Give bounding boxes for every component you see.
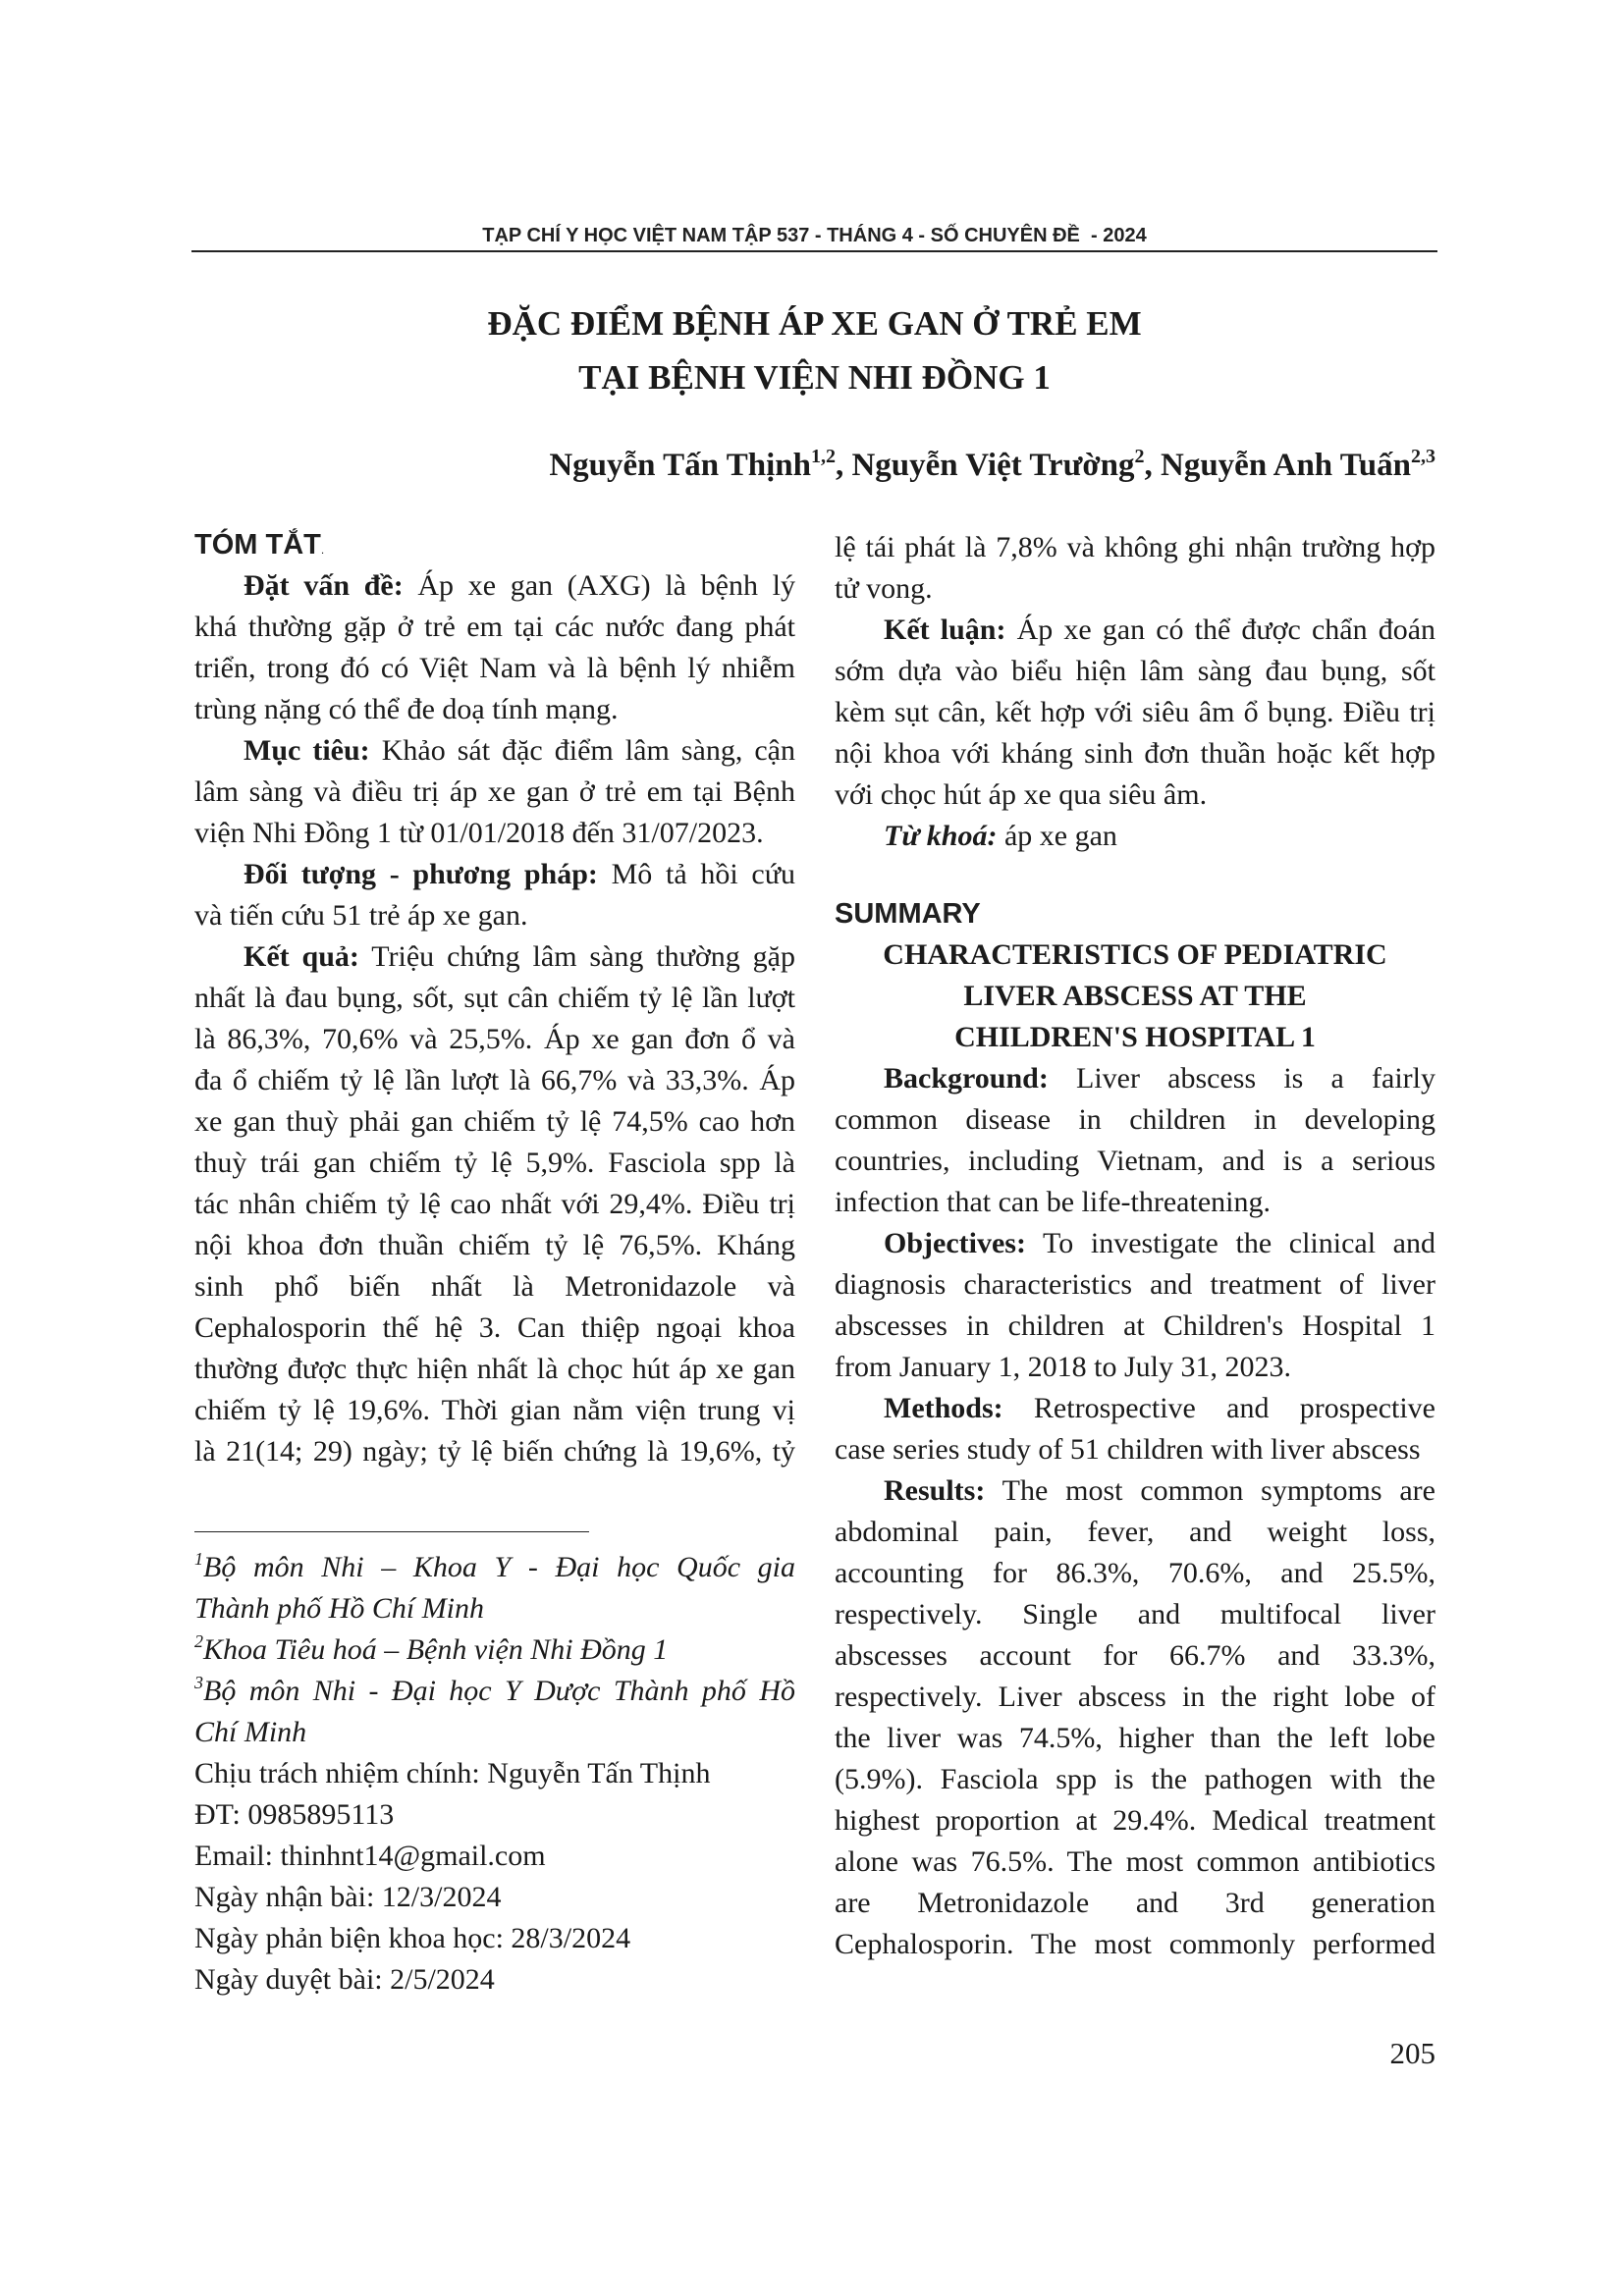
abstract-vi-results-continued-line [835,527,1435,568]
line-text: Khảo sát đặc điểm lâm sàng, cận [381,734,795,767]
affiliation-1-line [194,1547,795,1588]
line-text: lâm sàng và điều trị áp xe gan ở trẻ em tại Bệnh [194,775,795,808]
left-column [194,524,795,1472]
abstract-vi-objectives-line [194,730,795,772]
abstract-vi-results-line [194,936,795,978]
abstract-en-background [835,1058,1435,1223]
line-text: respectively. Single and multifocal liver [835,1598,1435,1630]
line-text: abscesses account for 66.7% and 33.3%, [835,1639,1435,1672]
footnote-mark: 2 [194,1631,203,1651]
line-text: Áp xe gan (AXG) là bệnh lý [417,569,795,602]
abstract-en-results-line [835,1470,1435,1512]
abstract-en-results [835,1470,1435,1965]
paragraph-label: Background: [884,1062,1049,1095]
affiliation-3-line [194,1712,795,1753]
line-text: là 86,3%, 70,6% và 25,5%. Áp xe gan đơn ổ và [194,1023,795,1055]
author-separator: , [1144,448,1161,483]
abstract-vi-results-line [194,1349,795,1390]
line-text: sớm dựa vào biểu hiện lâm sàng đau bụng, sốt [835,655,1435,687]
line-text: với chọc hút áp xe qua siêu âm. [835,778,1208,811]
abstract-en-results-line [835,1512,1435,1553]
line-text: Cephalosporin thế hệ 3. Can thiệp ngoại khoa [194,1311,795,1344]
line-text: are Metronidazole and 3rd generation [835,1887,1435,1919]
line-text: nội khoa với kháng sinh đơn thuần hoặc kết hợp [835,737,1435,770]
line-text: Khoa Tiêu hoá – Bệnh viện Nhi Đồng 1 [203,1633,669,1666]
abstract-en-background-line [835,1099,1435,1141]
line-text: chiếm tỷ lệ 19,6%. Thời gian nằm viện trung vị [194,1394,795,1426]
abstract-vi-background-line [194,607,795,648]
line-text: diagnosis characteristics and treatment of liver [835,1268,1435,1301]
line-text: khá thường gặp ở trẻ em tại các nước đang phát [194,611,795,643]
line-text: abdominal pain, fever, and weight loss, [835,1516,1435,1548]
line-text: tử vong. [835,572,933,605]
line-text: viện Nhi Đồng 1 từ 01/01/2018 đến 31/07/2023. [194,817,764,849]
abstract-vi-results-line [194,1060,795,1101]
keywords-label: Từ khoá: [884,820,998,852]
footnotes [194,1547,795,2001]
abstract-vi-heading [194,524,795,565]
line-text: Áp xe gan có thể được chẩn đoán [1016,614,1436,646]
abstract-vi-background-line [194,689,795,730]
paragraph-label: Đặt vấn đề: [244,569,404,602]
paragraph-label: Objectives: [884,1227,1026,1259]
line-text: case series study of 51 children with liver abscess [835,1433,1421,1466]
abstract-en-background-line [835,1182,1435,1223]
footnote-mark: 3 [194,1673,203,1692]
summary-title-line: CHARACTERISTICS OF PEDIATRIC [883,938,1387,971]
abstract-vi-heading-mark: . [320,543,325,557]
abstract-vi-results-continued-line [835,568,1435,610]
abstract-vi-results-line [194,1184,795,1225]
corresponding-author: Chịu trách nhiệm chính: Nguyễn Tấn Thịnh [194,1757,711,1789]
abstract-vi-methods-line [194,854,795,895]
abstract-en-objectives-line [835,1264,1435,1306]
line-text: thường được thực hiện nhất là chọc hút áp xe gan [194,1353,795,1385]
paragraph-label: Đối tượng - phương pháp: [244,858,598,890]
author-affiliation-mark: 1,2 [810,446,836,467]
line-text: triển, trong đó có Việt Nam và là bệnh lý nhiễm [194,652,795,684]
line-text: là 21(14; 29) ngày; tỷ lệ biến chứng là 19,6%, tỷ [194,1435,795,1468]
line-text: đa ổ chiếm tỷ lệ lần lượt là 66,7% và 33,3%. Áp [194,1064,795,1096]
line-text: lệ tái phát là 7,8% và không ghi nhận trường hợp [835,531,1435,563]
abstract-vi-objectives [194,730,795,854]
abstract-en-results-line [835,1842,1435,1883]
author-separator: , [835,448,852,483]
abstract-en-results-line [835,1759,1435,1800]
abstract-en-results-line [835,1924,1435,1965]
line-text: from January 1, 2018 to July 31, 2023. [835,1351,1291,1383]
abstract-en-results-line [835,1635,1435,1677]
affiliation-2 [194,1629,795,1671]
line-text: To investigate the clinical and [1043,1227,1435,1259]
abstract-vi-conclusion-line [835,651,1435,692]
line-text: infection that can be life-threatening. [835,1186,1271,1218]
line-text: và tiến cứu 51 trẻ áp xe gan. [194,899,528,932]
abstract-vi-methods-line [194,895,795,936]
date-received: Ngày nhận bài: 12/3/2024 [194,1881,502,1913]
abstract-vi-conclusion [835,610,1435,816]
abstract-en-objectives-line [835,1306,1435,1347]
summary-title-line: LIVER ABSCESS AT THE [963,980,1307,1012]
line-text: Bộ môn Nhi – Khoa Y - Đại học Quốc gia [203,1551,795,1583]
affiliation-2-line [194,1629,795,1671]
article-title-line: TẠI BỆNH VIỆN NHI ĐỒNG 1 [578,358,1051,397]
line-text: thuỳ trái gan chiếm tỷ lệ 5,9%. Fasciola spp là [194,1147,795,1179]
paragraph-label: Kết luận: [884,614,1006,646]
paragraph-label: Methods: [884,1392,1003,1424]
summary-title-line: CHILDREN'S HOSPITAL 1 [954,1021,1316,1053]
author-list [549,444,1435,487]
abstract-vi-conclusion-line [835,692,1435,733]
abstract-vi-background [194,565,795,730]
line-text: nội khoa đơn thuần chiếm tỷ lệ 76,5%. Kháng [194,1229,795,1261]
abstract-vi-heading-text: TÓM TẮT [194,529,321,561]
abstract-en-background-line [835,1141,1435,1182]
right-column-upper [835,527,1435,857]
abstract-vi-results-line [194,1266,795,1308]
summary-heading: SUMMARY [835,898,981,930]
line-text: alone was 76.5%. The most common antibiotics [835,1845,1435,1878]
line-text: respectively. Liver abscess in the right lobe of [835,1681,1435,1713]
abstract-vi-conclusion-line [835,733,1435,774]
footnote-divider [194,1531,589,1532]
affiliation-1 [194,1547,795,1629]
abstract-vi-results [194,936,795,1472]
line-text: accounting for 86.3%, 70.6%, and 25.5%, [835,1557,1435,1589]
line-text: abscesses in children at Children's Hospital 1 [835,1309,1435,1342]
abstract-en-results-line [835,1594,1435,1635]
abstract-vi-results-line [194,978,795,1019]
author-name: Nguyễn Việt Trường [851,448,1135,483]
line-text: Mô tả hồi cứu [611,858,795,890]
abstract-vi-results-line [194,1390,795,1431]
summary-title [835,934,1435,1058]
line-text: Retrospective and prospective [1033,1392,1435,1424]
line-text: Triệu chứng lâm sàng thường gặp [371,940,795,973]
abstract-vi-results-line [194,1101,795,1143]
affiliation-3 [194,1671,795,1753]
abstract-vi-results-line [194,1143,795,1184]
line-text: Liver abscess is a fairly [1076,1062,1435,1095]
footnote-mark: 1 [194,1549,203,1569]
line-text: tác nhân chiếm tỷ lệ cao nhất với 29,4%. Điều trị [194,1188,795,1220]
affiliation-1-line [194,1588,795,1629]
line-text: (5.9%). Fasciola spp is the pathogen with the [835,1763,1435,1795]
page-number: 205 [1389,2036,1435,2070]
date-reviewed: Ngày phản biện khoa học: 28/3/2024 [194,1922,631,1954]
line-text: nhất là đau bụng, sốt, sụt cân chiếm tỷ lệ lần lượt [194,982,795,1014]
keywords-text: áp xe gan [1003,820,1117,852]
journal-header: TẠP CHÍ Y HỌC VIỆT NAM TẬP 537 - THÁNG 4 - SỐ CHUYÊN ĐỀ - 2024 [482,225,1147,246]
author-name: Nguyễn Anh Tuấn [1161,448,1411,483]
paragraph-label: Mục tiêu: [244,734,370,767]
abstract-vi-objectives-line [194,813,795,854]
abstract-en-methods [835,1388,1435,1470]
author-name: Nguyễn Tấn Thịnh [549,448,811,483]
abstract-en-results-line [835,1553,1435,1594]
abstract-vi-results-line [194,1431,795,1472]
abstract-en-objectives-line [835,1223,1435,1264]
paragraph-label: Kết quả: [244,940,359,973]
line-text: trùng nặng có thể đe doạ tính mạng. [194,693,619,725]
contact-phone: ĐT: 0985895113 [194,1798,395,1831]
line-text: Thành phố Hồ Chí Minh [194,1592,485,1625]
abstract-en-background-line [835,1058,1435,1099]
line-text: common disease in children in developing [835,1103,1435,1136]
abstract-en-results-line [835,1800,1435,1842]
abstract-vi-results-line [194,1225,795,1266]
line-text: Chí Minh [194,1716,307,1748]
right-column-lower [835,893,1435,1965]
article-title-line: ĐẶC ĐIỂM BỆNH ÁP XE GAN Ở TRẺ EM [487,304,1142,343]
line-text: kèm sụt cân, kết hợp với siêu âm ổ bụng. Điều trị [835,696,1435,728]
line-text: Bộ môn Nhi - Đại học Y Dược Thành phố Hồ [203,1675,795,1707]
abstract-en-results-line [835,1677,1435,1718]
paragraph-label: Results: [884,1474,986,1507]
line-text: The most common symptoms are [1001,1474,1435,1507]
contact-email: Email: thinhnt14@gmail.com [194,1840,546,1872]
author-affiliation-mark: 2,3 [1411,446,1435,467]
abstract-vi-results-continued [835,527,1435,610]
abstract-en-objectives-line [835,1347,1435,1388]
abstract-vi-results-line [194,1019,795,1060]
abstract-en-results-line [835,1883,1435,1924]
abstract-en-results-line [835,1718,1435,1759]
line-text: xe gan thuỳ phải gan chiếm tỷ lệ 74,5% cao hơn [194,1105,795,1138]
line-text: Cephalosporin. The most commonly performed [835,1928,1435,1960]
abstract-vi-results-line [194,1308,795,1349]
abstract-vi-conclusion-line [835,774,1435,816]
abstract-vi-background-line [194,648,795,689]
abstract-vi-objectives-line [194,772,795,813]
article-title [191,296,1437,404]
author-affiliation-mark: 2 [1134,446,1145,467]
affiliation-3-line [194,1671,795,1712]
header-divider [191,250,1437,252]
keywords-line [835,816,1435,857]
line-text: highest proportion at 29.4%. Medical treatment [835,1804,1435,1837]
abstract-vi-background-line [194,565,795,607]
date-accepted: Ngày duyệt bài: 2/5/2024 [194,1963,495,1996]
abstract-en-objectives [835,1223,1435,1388]
abstract-vi-conclusion-line [835,610,1435,651]
line-text: the liver was 74.5%, higher than the left lobe [835,1722,1435,1754]
abstract-vi-methods [194,854,795,936]
abstract-en-methods-line [835,1429,1435,1470]
abstract-en-methods-line [835,1388,1435,1429]
line-text: sinh phổ biến nhất là Metronidazole và [194,1270,795,1303]
line-text: countries, including Vietnam, and is a serious [835,1145,1435,1177]
